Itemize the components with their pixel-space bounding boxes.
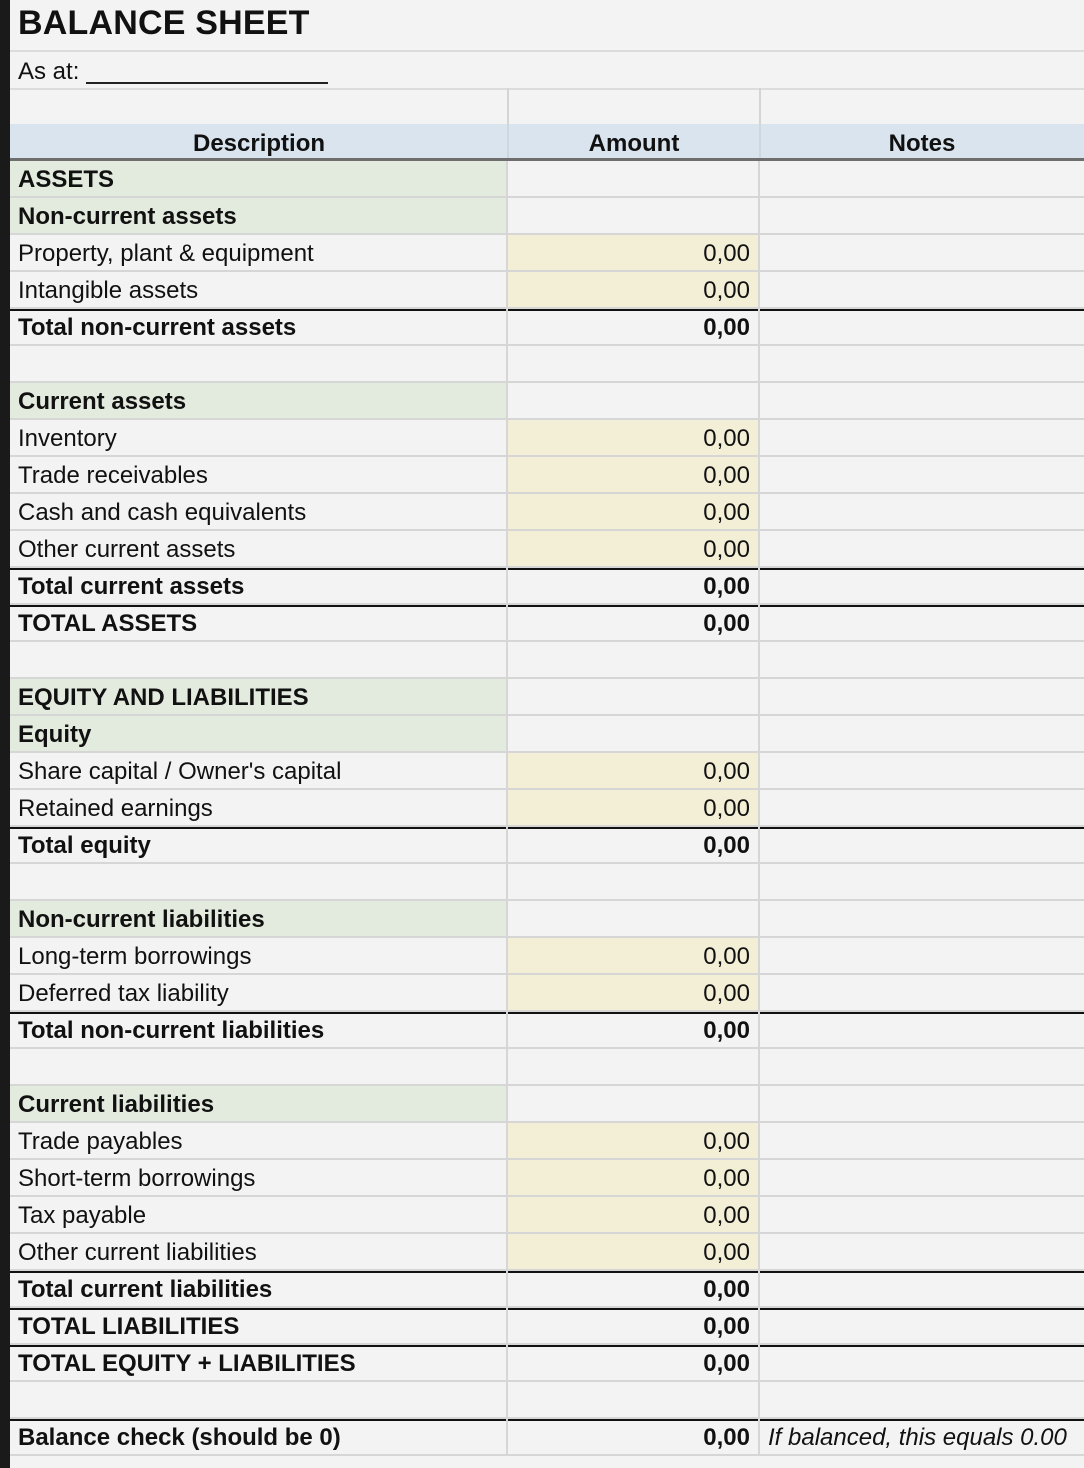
input-row	[10, 235, 1084, 272]
amount-cell[interactable]: 0,00	[508, 531, 760, 566]
amount-cell[interactable]: 0,00	[508, 938, 760, 973]
description-cell[interactable]	[10, 642, 508, 677]
section-row	[10, 383, 1084, 420]
input-row	[10, 494, 1084, 531]
notes-cell[interactable]	[760, 901, 1084, 936]
gridline	[759, 88, 761, 124]
input-row	[10, 420, 1084, 457]
balance-sheet-table	[10, 161, 1084, 1456]
section-row	[10, 161, 1084, 198]
description-cell[interactable]: Intangible assets	[10, 272, 508, 307]
input-row	[10, 753, 1084, 790]
total-row	[10, 1419, 1084, 1456]
notes-cell[interactable]	[760, 1123, 1084, 1158]
description-cell[interactable]: Current liabilities	[10, 1086, 508, 1121]
description-cell[interactable]: Share capital / Owner's capital	[10, 753, 508, 788]
input-row	[10, 938, 1084, 975]
notes-cell[interactable]	[760, 642, 1084, 677]
description-cell[interactable]: Tax payable	[10, 1197, 508, 1232]
input-row	[10, 1197, 1084, 1234]
spacer-row	[10, 642, 1084, 679]
description-cell[interactable]: Long-term borrowings	[10, 938, 508, 973]
page-title: BALANCE SHEET	[18, 4, 310, 42]
description-cell[interactable]: Deferred tax liability	[10, 975, 508, 1010]
description-cell[interactable]: TOTAL LIABILITIES	[10, 1308, 508, 1343]
total-row	[10, 1271, 1084, 1308]
amount-cell[interactable]	[508, 198, 760, 233]
notes-cell[interactable]	[760, 309, 1084, 344]
amount-cell[interactable]: 0,00	[508, 605, 760, 640]
notes-cell[interactable]	[760, 679, 1084, 714]
notes-cell[interactable]	[760, 383, 1084, 418]
amount-cell[interactable]	[508, 383, 760, 418]
notes-cell[interactable]	[760, 864, 1084, 899]
description-cell[interactable]: Total current assets	[10, 568, 508, 603]
description-cell[interactable]: Total non-current assets	[10, 309, 508, 344]
amount-cell[interactable]: 0,00	[508, 753, 760, 788]
description-cell[interactable]: Retained earnings	[10, 790, 508, 825]
description-cell[interactable]: Short-term borrowings	[10, 1160, 508, 1195]
amount-cell[interactable]: 0,00	[508, 1012, 760, 1047]
amount-cell[interactable]: 0,00	[508, 568, 760, 603]
total-row	[10, 1345, 1084, 1382]
total-row	[10, 1012, 1084, 1049]
amount-cell[interactable]: 0,00	[508, 309, 760, 344]
input-row	[10, 1160, 1084, 1197]
description-cell[interactable]: TOTAL EQUITY + LIABILITIES	[10, 1345, 508, 1380]
spacer-row	[10, 1049, 1084, 1086]
notes-cell[interactable]	[760, 531, 1084, 566]
input-row	[10, 272, 1084, 309]
description-cell[interactable]: Property, plant & equipment	[10, 235, 508, 270]
amount-cell[interactable]	[508, 901, 760, 936]
column-header-notes[interactable]: Notes	[888, 130, 956, 157]
description-cell[interactable]: Non-current liabilities	[10, 901, 508, 936]
amount-cell[interactable]: 0,00	[508, 1123, 760, 1158]
amount-cell[interactable]	[508, 864, 760, 899]
section-row	[10, 1086, 1084, 1123]
amount-cell[interactable]: 0,00	[508, 1419, 760, 1454]
description-cell[interactable]: Total equity	[10, 827, 508, 862]
spacer-row	[10, 864, 1084, 901]
notes-cell[interactable]	[760, 272, 1084, 307]
description-cell[interactable]: Trade payables	[10, 1123, 508, 1158]
spacer-row	[10, 1382, 1084, 1419]
spreadsheet	[10, 0, 1084, 1468]
amount-cell[interactable]: 0,00	[508, 827, 760, 862]
notes-cell[interactable]	[760, 753, 1084, 788]
amount-cell[interactable]	[508, 161, 760, 196]
description-cell[interactable]	[10, 1049, 508, 1084]
description-cell[interactable]: Inventory	[10, 420, 508, 455]
column-header-amount[interactable]: Amount	[588, 130, 680, 157]
description-cell[interactable]: Total current liabilities	[10, 1271, 508, 1306]
description-cell[interactable]: Other current assets	[10, 531, 508, 566]
amount-cell[interactable]	[508, 1049, 760, 1084]
description-cell[interactable]: TOTAL ASSETS	[10, 605, 508, 640]
amount-cell[interactable]: 0,00	[508, 1308, 760, 1343]
notes-cell[interactable]	[760, 198, 1084, 233]
amount-cell[interactable]: 0,00	[508, 1197, 760, 1232]
amount-cell[interactable]	[508, 1086, 760, 1121]
section-row	[10, 679, 1084, 716]
input-row	[10, 975, 1084, 1012]
input-row	[10, 457, 1084, 494]
section-row	[10, 901, 1084, 938]
description-cell[interactable]	[10, 864, 508, 899]
notes-cell[interactable]	[760, 1234, 1084, 1269]
notes-cell[interactable]	[760, 420, 1084, 455]
gridline	[507, 88, 509, 124]
description-cell[interactable]: Balance check (should be 0)	[10, 1419, 508, 1454]
notes-cell[interactable]	[760, 494, 1084, 529]
column-header-row	[10, 124, 1084, 161]
description-cell[interactable]: Cash and cash equivalents	[10, 494, 508, 529]
amount-cell[interactable]: 0,00	[508, 235, 760, 270]
notes-cell[interactable]	[760, 938, 1084, 973]
amount-cell[interactable]: 0,00	[508, 420, 760, 455]
notes-cell[interactable]	[760, 457, 1084, 492]
description-cell[interactable]: EQUITY AND LIABILITIES	[10, 679, 508, 714]
total-row	[10, 568, 1084, 605]
notes-cell[interactable]	[760, 1271, 1084, 1306]
notes-cell[interactable]	[760, 790, 1084, 825]
description-cell[interactable]: ASSETS	[10, 161, 508, 196]
description-cell[interactable]	[10, 346, 508, 381]
as-at-date-field[interactable]	[86, 82, 328, 84]
amount-cell[interactable]	[508, 642, 760, 677]
notes-cell[interactable]	[760, 1086, 1084, 1121]
notes-cell[interactable]	[760, 716, 1084, 751]
description-cell[interactable]: Trade receivables	[10, 457, 508, 492]
notes-cell[interactable]	[760, 1197, 1084, 1232]
notes-cell[interactable]	[760, 346, 1084, 381]
spacer-row	[10, 346, 1084, 383]
amount-cell[interactable]: 0,00	[508, 1160, 760, 1195]
total-row	[10, 827, 1084, 864]
notes-cell[interactable]	[760, 1160, 1084, 1195]
amount-cell[interactable]: 0,00	[508, 494, 760, 529]
total-row	[10, 309, 1084, 346]
notes-cell[interactable]	[760, 1382, 1084, 1417]
notes-cell[interactable]	[760, 1308, 1084, 1343]
notes-cell[interactable]	[760, 1049, 1084, 1084]
notes-cell[interactable]	[760, 1012, 1084, 1047]
description-cell[interactable]: Equity	[10, 716, 508, 751]
row-header-strip	[0, 0, 10, 1468]
notes-cell[interactable]: If balanced, this equals 0.00	[768, 1424, 1067, 1451]
notes-cell[interactable]	[760, 161, 1084, 196]
description-cell[interactable]: Non-current assets	[10, 198, 508, 233]
notes-cell[interactable]	[760, 1345, 1084, 1380]
amount-cell[interactable]: 0,00	[508, 457, 760, 492]
notes-cell[interactable]	[760, 235, 1084, 270]
input-row	[10, 790, 1084, 827]
total-row	[10, 605, 1084, 642]
spacer-row	[10, 88, 1084, 124]
section-row	[10, 716, 1084, 753]
amount-cell[interactable]	[508, 679, 760, 714]
column-header-description[interactable]: Description	[192, 130, 326, 157]
amount-cell[interactable]: 0,00	[508, 1345, 760, 1380]
description-cell[interactable]: Current assets	[10, 383, 508, 418]
description-cell[interactable]: Total non-current liabilities	[10, 1012, 508, 1047]
total-row	[10, 1308, 1084, 1345]
input-row	[10, 531, 1084, 568]
notes-cell[interactable]	[760, 605, 1084, 640]
amount-cell[interactable]	[508, 1382, 760, 1417]
input-row	[10, 1234, 1084, 1271]
notes-cell[interactable]	[760, 975, 1084, 1010]
notes-cell[interactable]	[760, 827, 1084, 862]
amount-cell[interactable]: 0,00	[508, 272, 760, 307]
amount-cell[interactable]: 0,00	[508, 975, 760, 1010]
amount-cell[interactable]: 0,00	[508, 790, 760, 825]
description-cell[interactable]: Other current liabilities	[10, 1234, 508, 1269]
section-row	[10, 198, 1084, 235]
amount-cell[interactable]: 0,00	[508, 1271, 760, 1306]
input-row	[10, 1123, 1084, 1160]
description-cell[interactable]	[10, 1382, 508, 1417]
notes-cell[interactable]	[760, 568, 1084, 603]
amount-cell[interactable]	[508, 346, 760, 381]
amount-cell[interactable]	[508, 716, 760, 751]
as-at-row	[10, 52, 1084, 90]
amount-cell[interactable]: 0,00	[508, 1234, 760, 1269]
as-at-label: As at:	[18, 58, 80, 85]
title-row	[10, 0, 1084, 52]
